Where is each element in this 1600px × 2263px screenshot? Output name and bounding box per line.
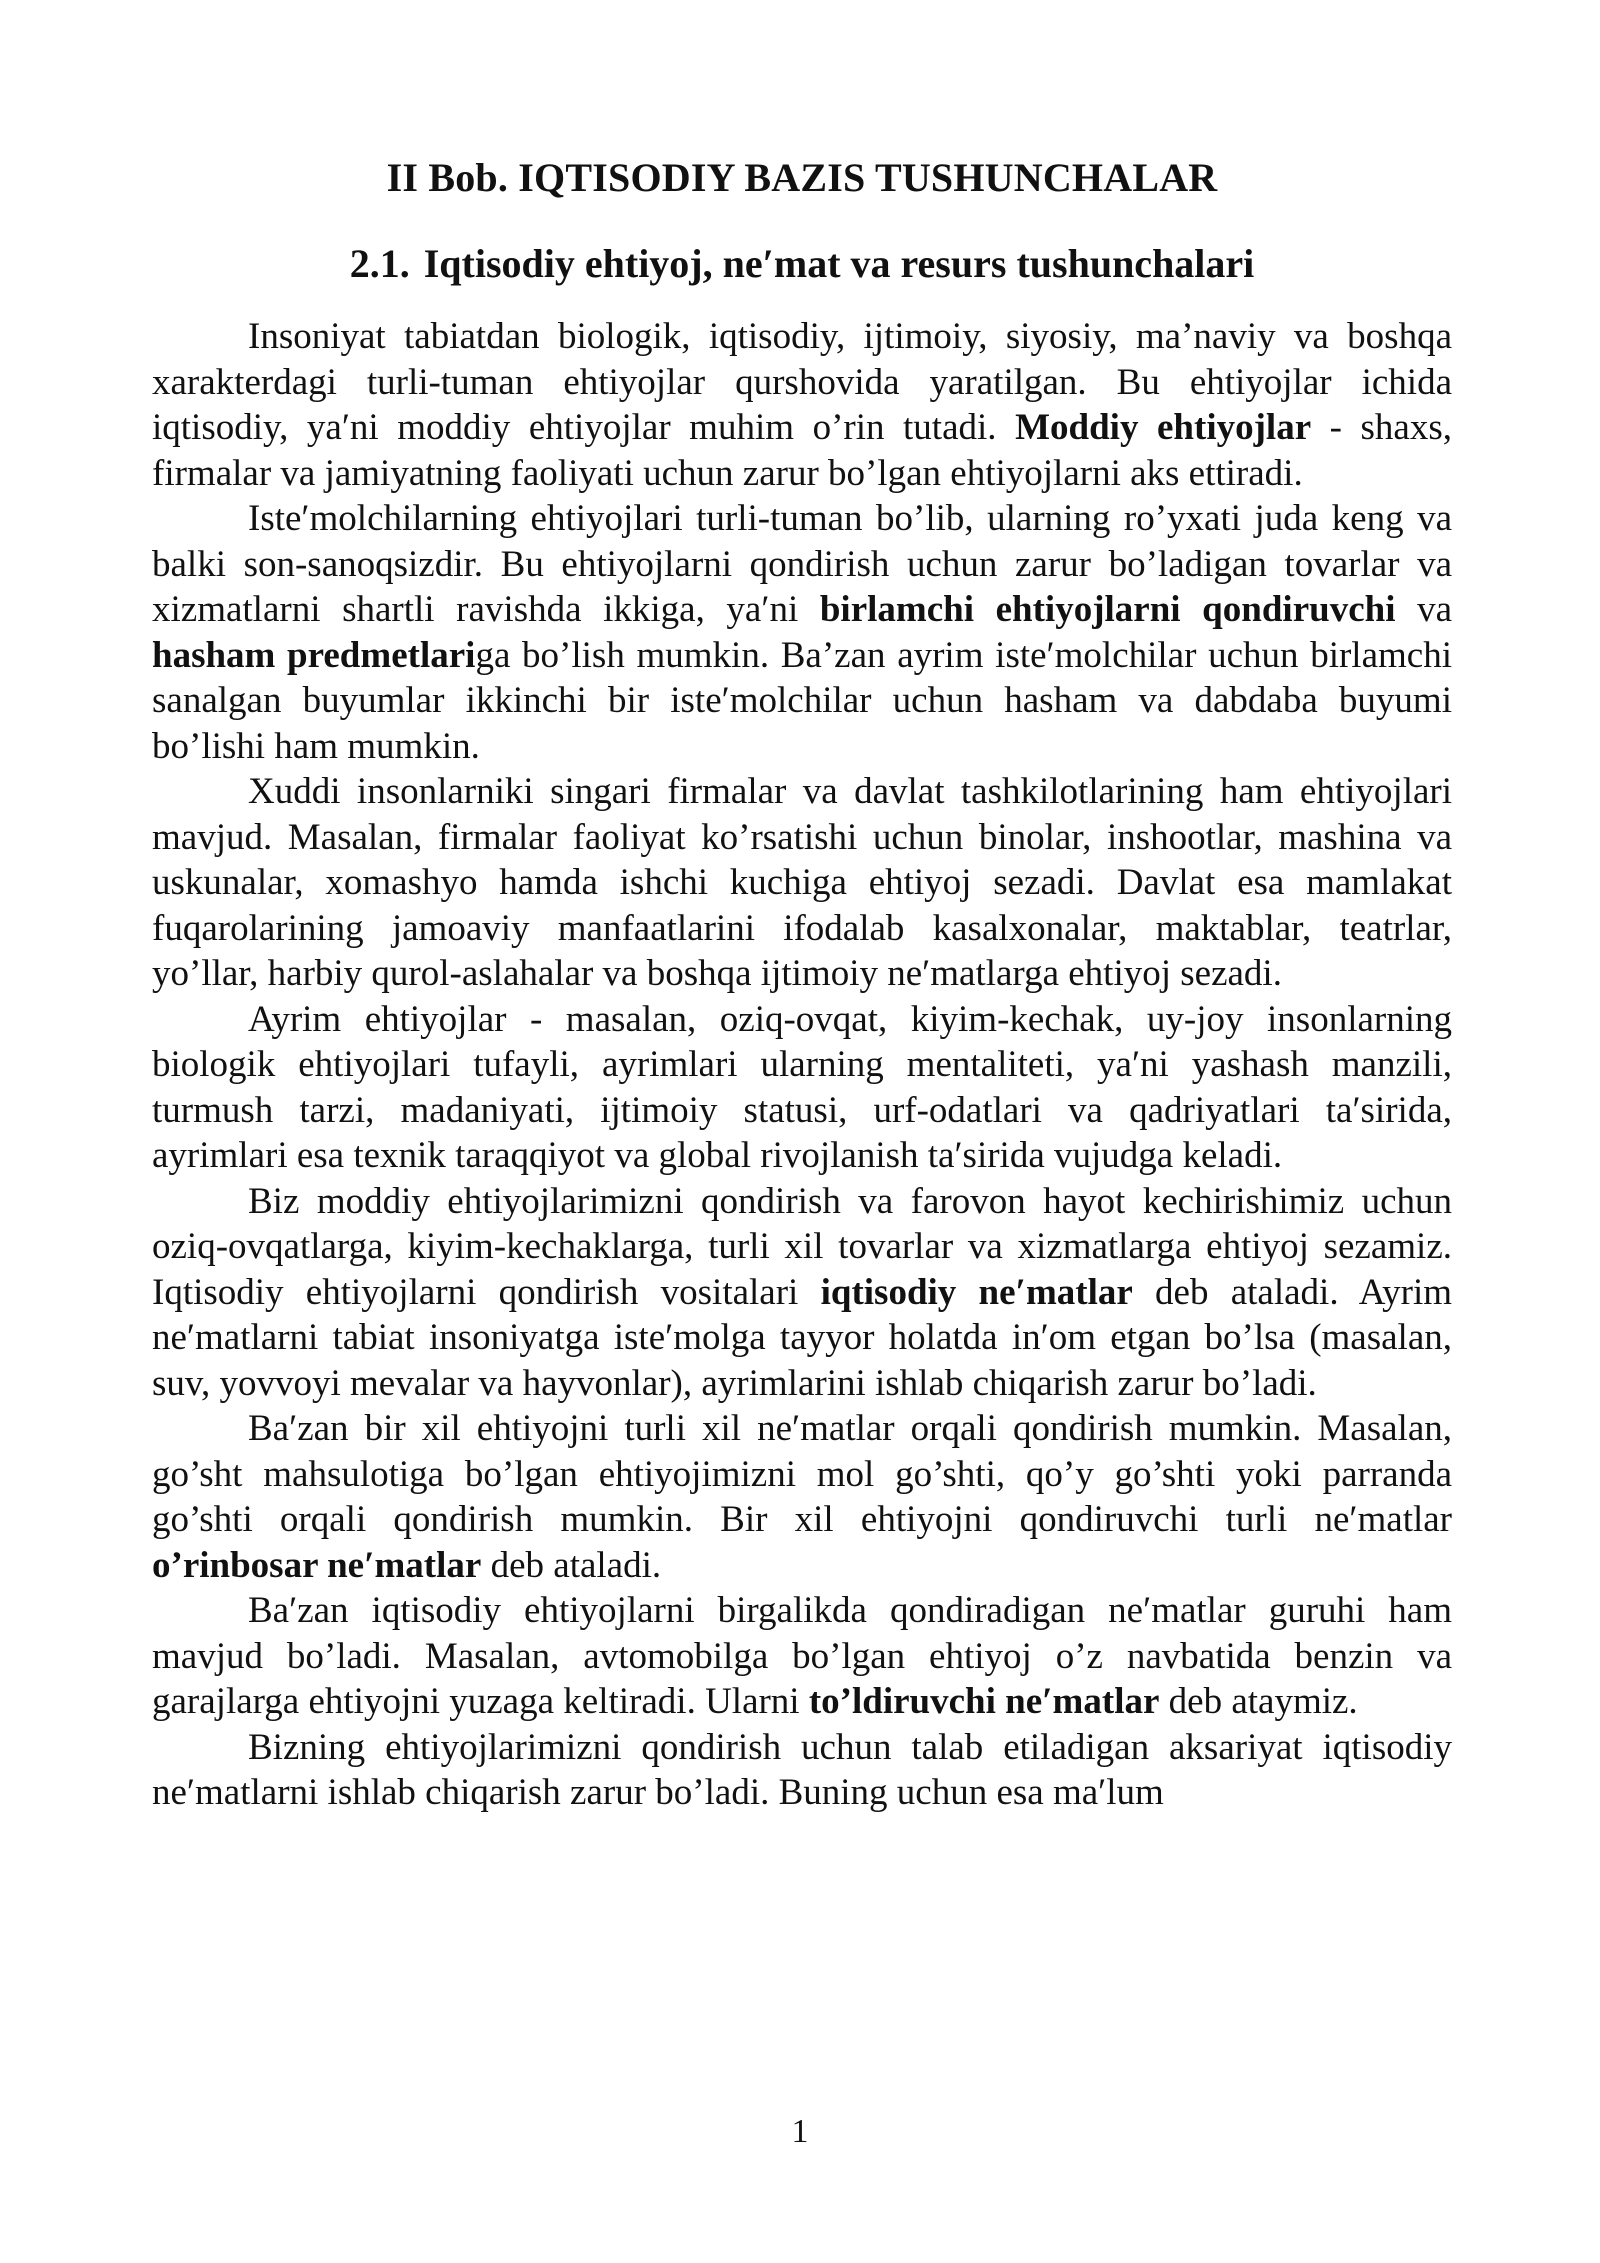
text-run: Bizning ehtiyojlarimizni qondirish uchun talab etiladigan aksariyat iqtisodiy ne′matlarni ishlab chiqarish zarur bo’ladi. Buning uchun esa ma′lum <box>152 1726 1452 1813</box>
bold-term: Moddiy ehtiyojlar <box>1015 407 1312 448</box>
paragraph <box>152 1725 1452 1816</box>
document-page <box>152 150 1452 1816</box>
text-run: Ayrim ehtiyojlar - masalan, oziq-ovqat, kiyim-kechak, uy-joy insonlarning biologik ehtiyojlari tufayli, ayrimlari ularning mentaliteti, ya′ni yashash manzili, turmush tarzi, madaniyati, ijtimoiy statusi, urf-odatlari va qadriyatlari ta′sirida, ayrimlari esa texnik taraqqiyot va global rivojlanish ta′sirida vujudga keladi. <box>152 998 1452 1176</box>
text-run: Biz moddiy ehtiyojlarimizni qondirish va farovon hayot kechirishimiz uchun oziq-ovqatlarga, kiyim-kechaklarga, turli xil tovarlar va xizmatlarga ehtiyoj sezamiz. Iqtisodiy ehtiyojlarni qondirish vositalari <box>152 1180 1452 1313</box>
bold-term: birlamchi ehtiyojlarni qondiruvchi <box>819 589 1396 630</box>
paragraph <box>152 1588 1452 1725</box>
paragraph <box>152 496 1452 769</box>
text-run: Xuddi insonlarniki singari firmalar va davlat tashkilotlarining ham ehtiyojlari mavjud. Masalan, firmalar faoliyat ko’rsatishi uchun binolar, inshootlar, mashina va uskunalar, xomashyo hamda ishchi kuchiga ehtiyoj sezadi. Davlat esa mamlakat fuqarolarining jamoaviy manfaatlarini ifodalab kasalxonalar, maktablar, teatrlar, yo’llar, harbiy qurol-aslahalar va boshqa ijtimoiy ne′matlarga ehtiyoj sezadi. <box>152 771 1452 994</box>
text-run: deb ataymiz. <box>1159 1681 1358 1722</box>
section-heading <box>152 236 1452 292</box>
page-number: 1 <box>791 2113 809 2150</box>
text-run: Insoniyat tabiatdan biologik, iqtisodiy, ijtimoiy, siyosiy, ma’naviy va boshqa xarakterdagi turli-tuman ehtiyojlar qurshovida yaratilgan. Bu ehtiyojlar ichida iqtisodiy, ya′ni moddiy ehtiyojlar muhim o’rin tutadi. <box>152 316 1452 448</box>
paragraph <box>152 314 1452 496</box>
body-text <box>152 314 1452 1816</box>
text-run: va <box>1395 589 1453 630</box>
text-run: - shaxs, firmalar va jamiyatning faoliyati uchun zarur bo’lgan ehtiyojlarni aks ettiradi. <box>152 407 1453 494</box>
bold-term: to’ldiruvchi ne′matlar <box>808 1681 1160 1722</box>
bold-term: o’rinbosar ne′matlar <box>152 1544 482 1586</box>
text-run: deb ataladi. Ayrim ne′matlarni tabiat insoniyatga iste′molga tayyor holatda in′om etgan bo’lsa (masalan, suv, yovvoyi mevalar va hayvonlar), ayrimlarini ishlab chiqarish zarur bo’ladi. <box>152 1271 1452 1404</box>
bold-term: iqtisodiy ne′matlar <box>820 1271 1133 1313</box>
bold-term: hasham predmetlari <box>152 634 476 676</box>
paragraph <box>152 769 1452 997</box>
text-run: Iste′molchilarning ehtiyojlari turli-tuman bo’lib, ularning ro’yxati juda keng va balki son-sanoqsizdir. Bu ehtiyojlarni qondirish uchun zarur bo’ladigan tovarlar va xizmatlarni shartli ravishda ikkiga, ya′ni <box>152 498 1452 630</box>
paragraph <box>152 1179 1452 1407</box>
text-run: Ba′zan bir xil ehtiyojni turli xil ne′matlar orqali qondirish mumkin. Masalan, go’sht mahsulotiga bo’lgan ehtiyojimizni mol go’shti, qo’y go’shti yoki parranda go’shti orqali qondirish mumkin. Bir xil ehtiyojni qondiruvchi turli ne′matlar <box>152 1408 1452 1540</box>
section-number: 2.1. <box>349 241 410 286</box>
section-title: Iqtisodiy ehtiyoj, ne′mat va resurs tushunchalari <box>423 241 1255 286</box>
paragraph <box>152 1406 1452 1588</box>
chapter-title: II Bob. IQTISODIY BAZIS TUSHUNCHALAR <box>386 155 1218 200</box>
text-run: Ba′zan iqtisodiy ehtiyojlarni birgalikda qondiradigan ne′matlar guruhi ham mavjud bo’ladi. Masalan, avtomobilga bo’lgan ehtiyoj o’z navbatida benzin va garajlarga ehtiyojni yuzaga keltiradi. Ularni <box>152 1590 1452 1722</box>
paragraph <box>152 997 1452 1179</box>
text-run: ga bo’lish mumkin. Ba’zan ayrim iste′molchilar uchun birlamchi sanalgan buyumlar ikkinchi bir iste′molchilar uchun hasham va dabdaba buyumi bo’lishi ham mumkin. <box>152 634 1452 767</box>
text-run: deb ataladi. <box>481 1544 662 1586</box>
